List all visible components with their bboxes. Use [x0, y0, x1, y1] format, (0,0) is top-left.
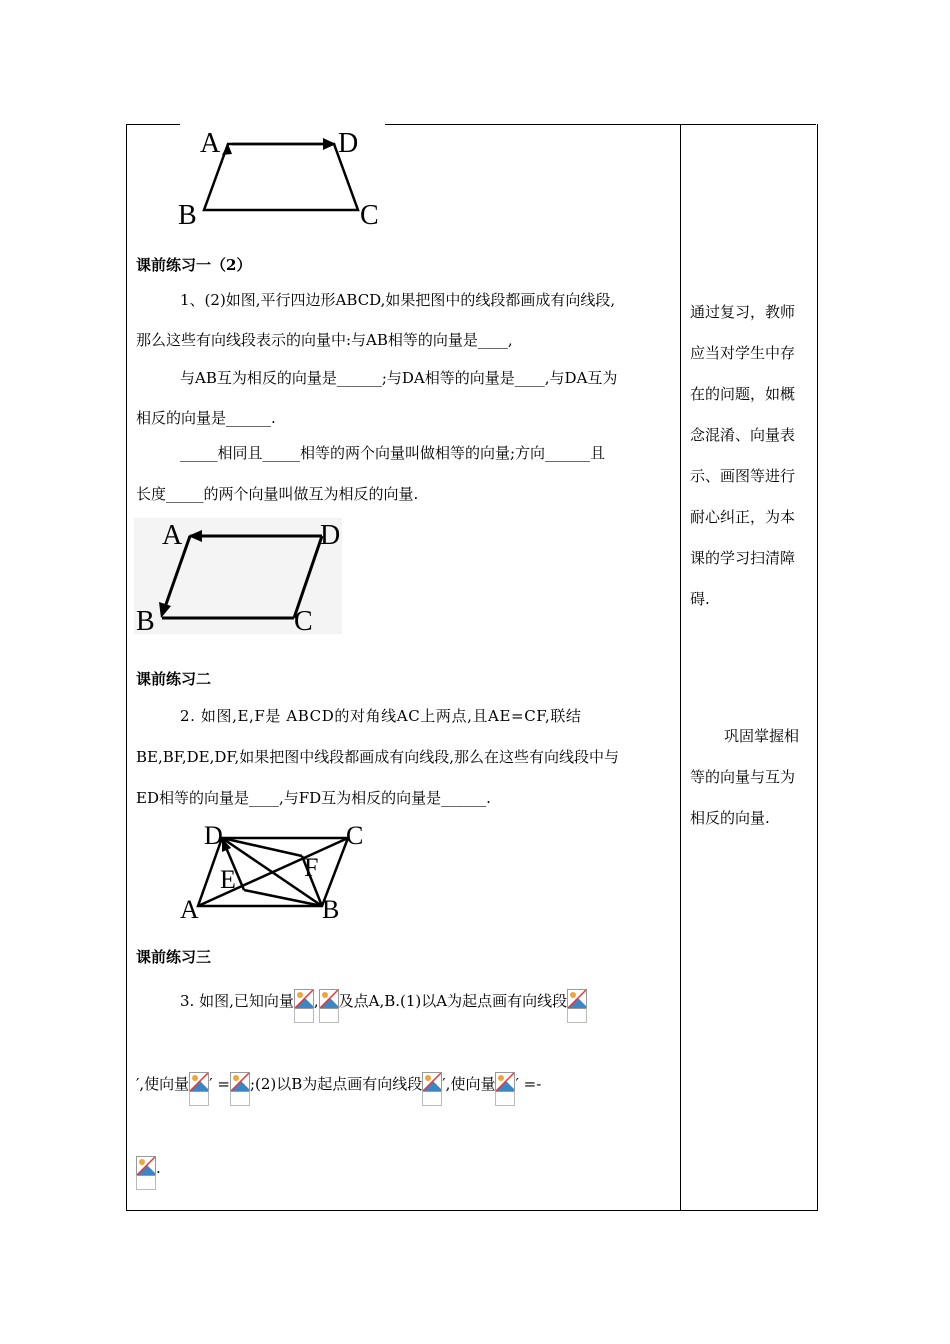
q3-text-c: 及点A,B.(1)以A为起点画有向线段 [338, 992, 568, 1010]
table-top-border-right [385, 124, 816, 125]
q2-line2: BE,BF,DE,DF,如果把图中线段都画成有向线段,那么在这些有向线段中与 [136, 748, 619, 766]
sidebar-note2-line3: 相反的向量. [690, 809, 770, 827]
q3-line2 [136, 1072, 541, 1094]
sidebar-note1-line3: 在的问题，如概 [690, 385, 796, 403]
q3-text-i: . [156, 1159, 161, 1177]
fig1-label-b: B [178, 200, 197, 230]
fig2-label-d: D [320, 520, 341, 551]
broken-image-icon [294, 989, 314, 1009]
q3-line1 [180, 989, 587, 1011]
diagonal-figure [176, 816, 371, 924]
sidebar-note2-line2: 等的向量与互为 [690, 768, 796, 786]
table-top-border-left [126, 124, 180, 125]
fig1-label-a: A [200, 128, 221, 159]
fig2-label-c: C [294, 606, 313, 634]
q3-text-h: ′ =- [515, 1075, 542, 1093]
broken-image-icon [319, 989, 339, 1009]
sidebar-note1-line7: 课的学习扫清障 [690, 549, 796, 567]
q1-line3: 与AB互为相反的向量是______;与DA相等的向量是____,与DA互为 [180, 369, 618, 387]
fig1-label-d: D [338, 128, 359, 159]
fig3-label-f: F [304, 853, 319, 882]
q3-line3 [136, 1156, 161, 1178]
section2-title: 课前练习二 [136, 670, 212, 688]
q3-text-a: 3. 如图,已知向量 [180, 992, 294, 1010]
q2-line3: ED相等的向量是____,与FD互为相反的向量是______. [136, 789, 491, 807]
broken-image-icon [189, 1072, 209, 1092]
broken-image-icon [230, 1072, 250, 1092]
fig2-label-a: A [162, 520, 183, 551]
q3-text-f: ;(2)以B为起点画有向线段 [249, 1075, 423, 1093]
broken-image-icon [136, 1156, 156, 1176]
broken-image-icon [567, 989, 587, 1009]
fig3-label-d: D [204, 821, 223, 850]
trapezoid-figure [176, 122, 391, 230]
q3-text-b: , [313, 992, 319, 1010]
sidebar-note1-line8: 碍. [690, 590, 710, 608]
q3-text-g: ′,使向量 [442, 1075, 496, 1093]
broken-image-icon [495, 1072, 515, 1092]
sidebar-note1-line4: 念混淆、向量表 [690, 426, 796, 444]
fig1-label-c: C [360, 200, 379, 230]
parallelogram-figure [134, 518, 342, 634]
sidebar-note2-line1: 巩固掌握相 [724, 727, 800, 745]
q1-line2: 那么这些有向线段表示的向量中:与AB相等的向量是____, [136, 331, 513, 349]
fig3-label-c: C [346, 821, 364, 850]
fig3-label-a: A [180, 895, 199, 924]
q2-line1: 2. 如图,E,F是 ABCD的对角线AC上两点,且AE=CF,联结 [180, 707, 582, 725]
q3-text-d: ′,使向量 [136, 1075, 190, 1093]
q1-line4: 相反的向量是______. [136, 409, 276, 427]
q1-line1: 1、(2)如图,平行四边形ABCD,如果把图中的线段都画成有向线段, [180, 291, 616, 309]
fig3-label-b: B [322, 895, 340, 924]
fig3-label-e: E [220, 865, 236, 894]
fig2-label-b: B [136, 606, 155, 634]
sidebar-note1-line6: 耐心纠正，为本 [690, 508, 796, 526]
q1-line5: _____相同且_____相等的两个向量叫做相等的向量;方向______且 [180, 444, 606, 462]
sidebar-note1-line1: 通过复习，教师 [690, 303, 796, 321]
column-divider [680, 124, 681, 1210]
broken-image-icon [422, 1072, 442, 1092]
q3-text-e: ′ = [209, 1075, 230, 1093]
sidebar-note1-line5: 示、画图等进行 [690, 467, 796, 485]
table-frame [126, 124, 818, 1211]
q1-line6: 长度_____的两个向量叫做互为相反的向量. [136, 485, 419, 503]
section3-title: 课前练习三 [136, 948, 212, 966]
section1-title: 课前练习一（2） [136, 256, 252, 274]
sidebar-note1-line2: 应当对学生中存 [690, 344, 796, 362]
